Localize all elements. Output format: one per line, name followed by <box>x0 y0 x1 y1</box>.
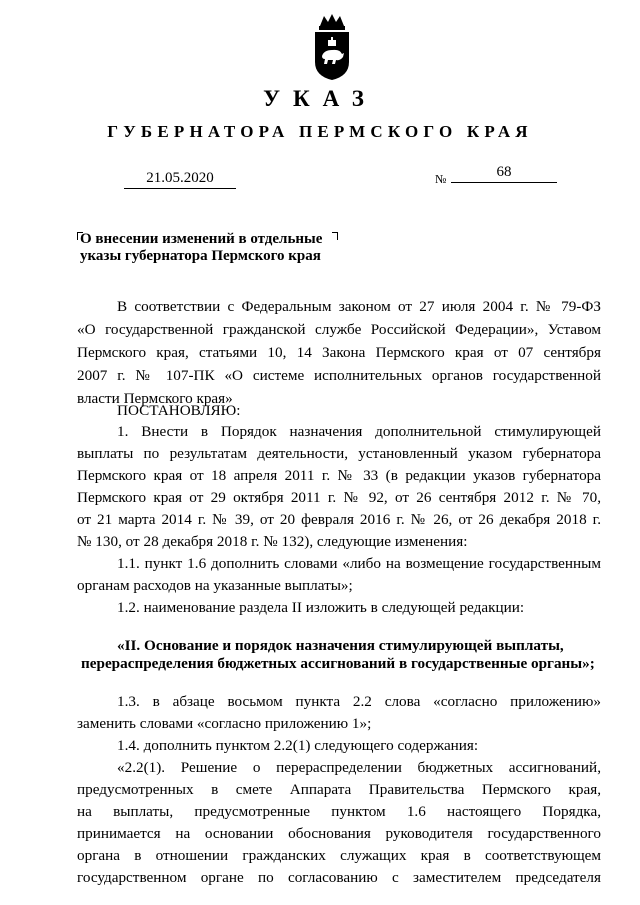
body-line: ПОСТАНОВЛЯЮ: <box>117 402 241 419</box>
body-line: 1.4. дополнить пунктом 2.2(1) следующего содержания: <box>117 737 479 754</box>
document-date: 21.05.2020 <box>124 170 236 189</box>
body-line: Пермского края, статьями 10, 14 Закона Пермского края от 07 сентября <box>77 344 601 361</box>
number-label: № <box>435 172 447 186</box>
subject-line: О внесении изменений в отдельные <box>80 231 323 247</box>
document-subtitle: ГУБЕРНАТОРА ПЕРМСКОГО КРАЯ <box>107 122 533 141</box>
body-line: 1.2. наименование раздела II изложить в следующей редакции: <box>117 599 525 616</box>
body-line: 2007 г. № 107-ПК «О системе исполнительных органов государственной <box>77 367 601 384</box>
body-line: власти Пермского края» <box>77 390 233 407</box>
body-line: органа в отношении гражданских служащих края в соответствующем <box>77 847 601 864</box>
bracket-mark-left <box>77 232 83 240</box>
body-line: 1.1. пункт 1.6 дополнить словами «либо на возмещение государственным <box>117 555 601 572</box>
bracket-mark-right <box>332 232 338 240</box>
document-number: 68 <box>451 164 557 183</box>
body-line: «О государственной гражданской службе Российской Федерации», Уставом <box>77 321 601 338</box>
body-line: № 130, от 28 декабря 2018 г. № 132), следующие изменения: <box>77 533 468 550</box>
coat-of-arms-emblem <box>302 12 362 82</box>
body-line: от 21 марта 2014 г. № 39, от 20 февраля 2016 г. № 26, от 26 декабря 2018 г. <box>77 511 601 528</box>
body-line-heading: перераспределения бюджетных ассигнований в государственные органы»; <box>81 655 595 672</box>
body-line: Пермского края от 29 октября 2011 г. № 92, от 26 сентября 2012 г. № 70, <box>77 489 601 506</box>
body-line: на выплаты, предусмотренные пунктом 1.6 настоящего Порядка, <box>77 803 601 820</box>
body-line: принимается на основании обоснования руководителя государственного <box>77 825 601 842</box>
body-line: «2.2(1). Решение о перераспределении бюджетных ассигнований, <box>117 759 601 776</box>
document-title: УКАЗ <box>263 86 377 111</box>
document-subject <box>80 231 322 265</box>
body-line: выплаты по результатам деятельности, установленный указом губернатора <box>77 445 601 462</box>
body-line: Пермского края от 18 апреля 2011 г. № 33 (в редакции указов губернатора <box>77 467 601 484</box>
body-line: органам расходов на указанные выплаты»; <box>77 577 353 594</box>
body-line: заменить словами «согласно приложению 1»; <box>77 715 372 732</box>
body-line: предусмотренных в смете Аппарата Правительства Пермского края, <box>77 781 601 798</box>
body-line-heading: «II. Основание и порядок назначения стимулирующей выплаты, <box>117 637 564 654</box>
body-line: 1.3. в абзаце восьмом пункта 2.2 слова «согласно приложению» <box>117 693 601 710</box>
body-line: государственном органе по согласованию с заместителем председателя <box>77 869 601 886</box>
subject-line: указы губернатора Пермского края <box>80 248 321 264</box>
body-line: В соответствии с Федеральным законом от 27 июля 2004 г. № 79-ФЗ <box>117 298 601 315</box>
body-line: 1. Внести в Порядок назначения дополнительной стимулирующей <box>117 423 601 440</box>
